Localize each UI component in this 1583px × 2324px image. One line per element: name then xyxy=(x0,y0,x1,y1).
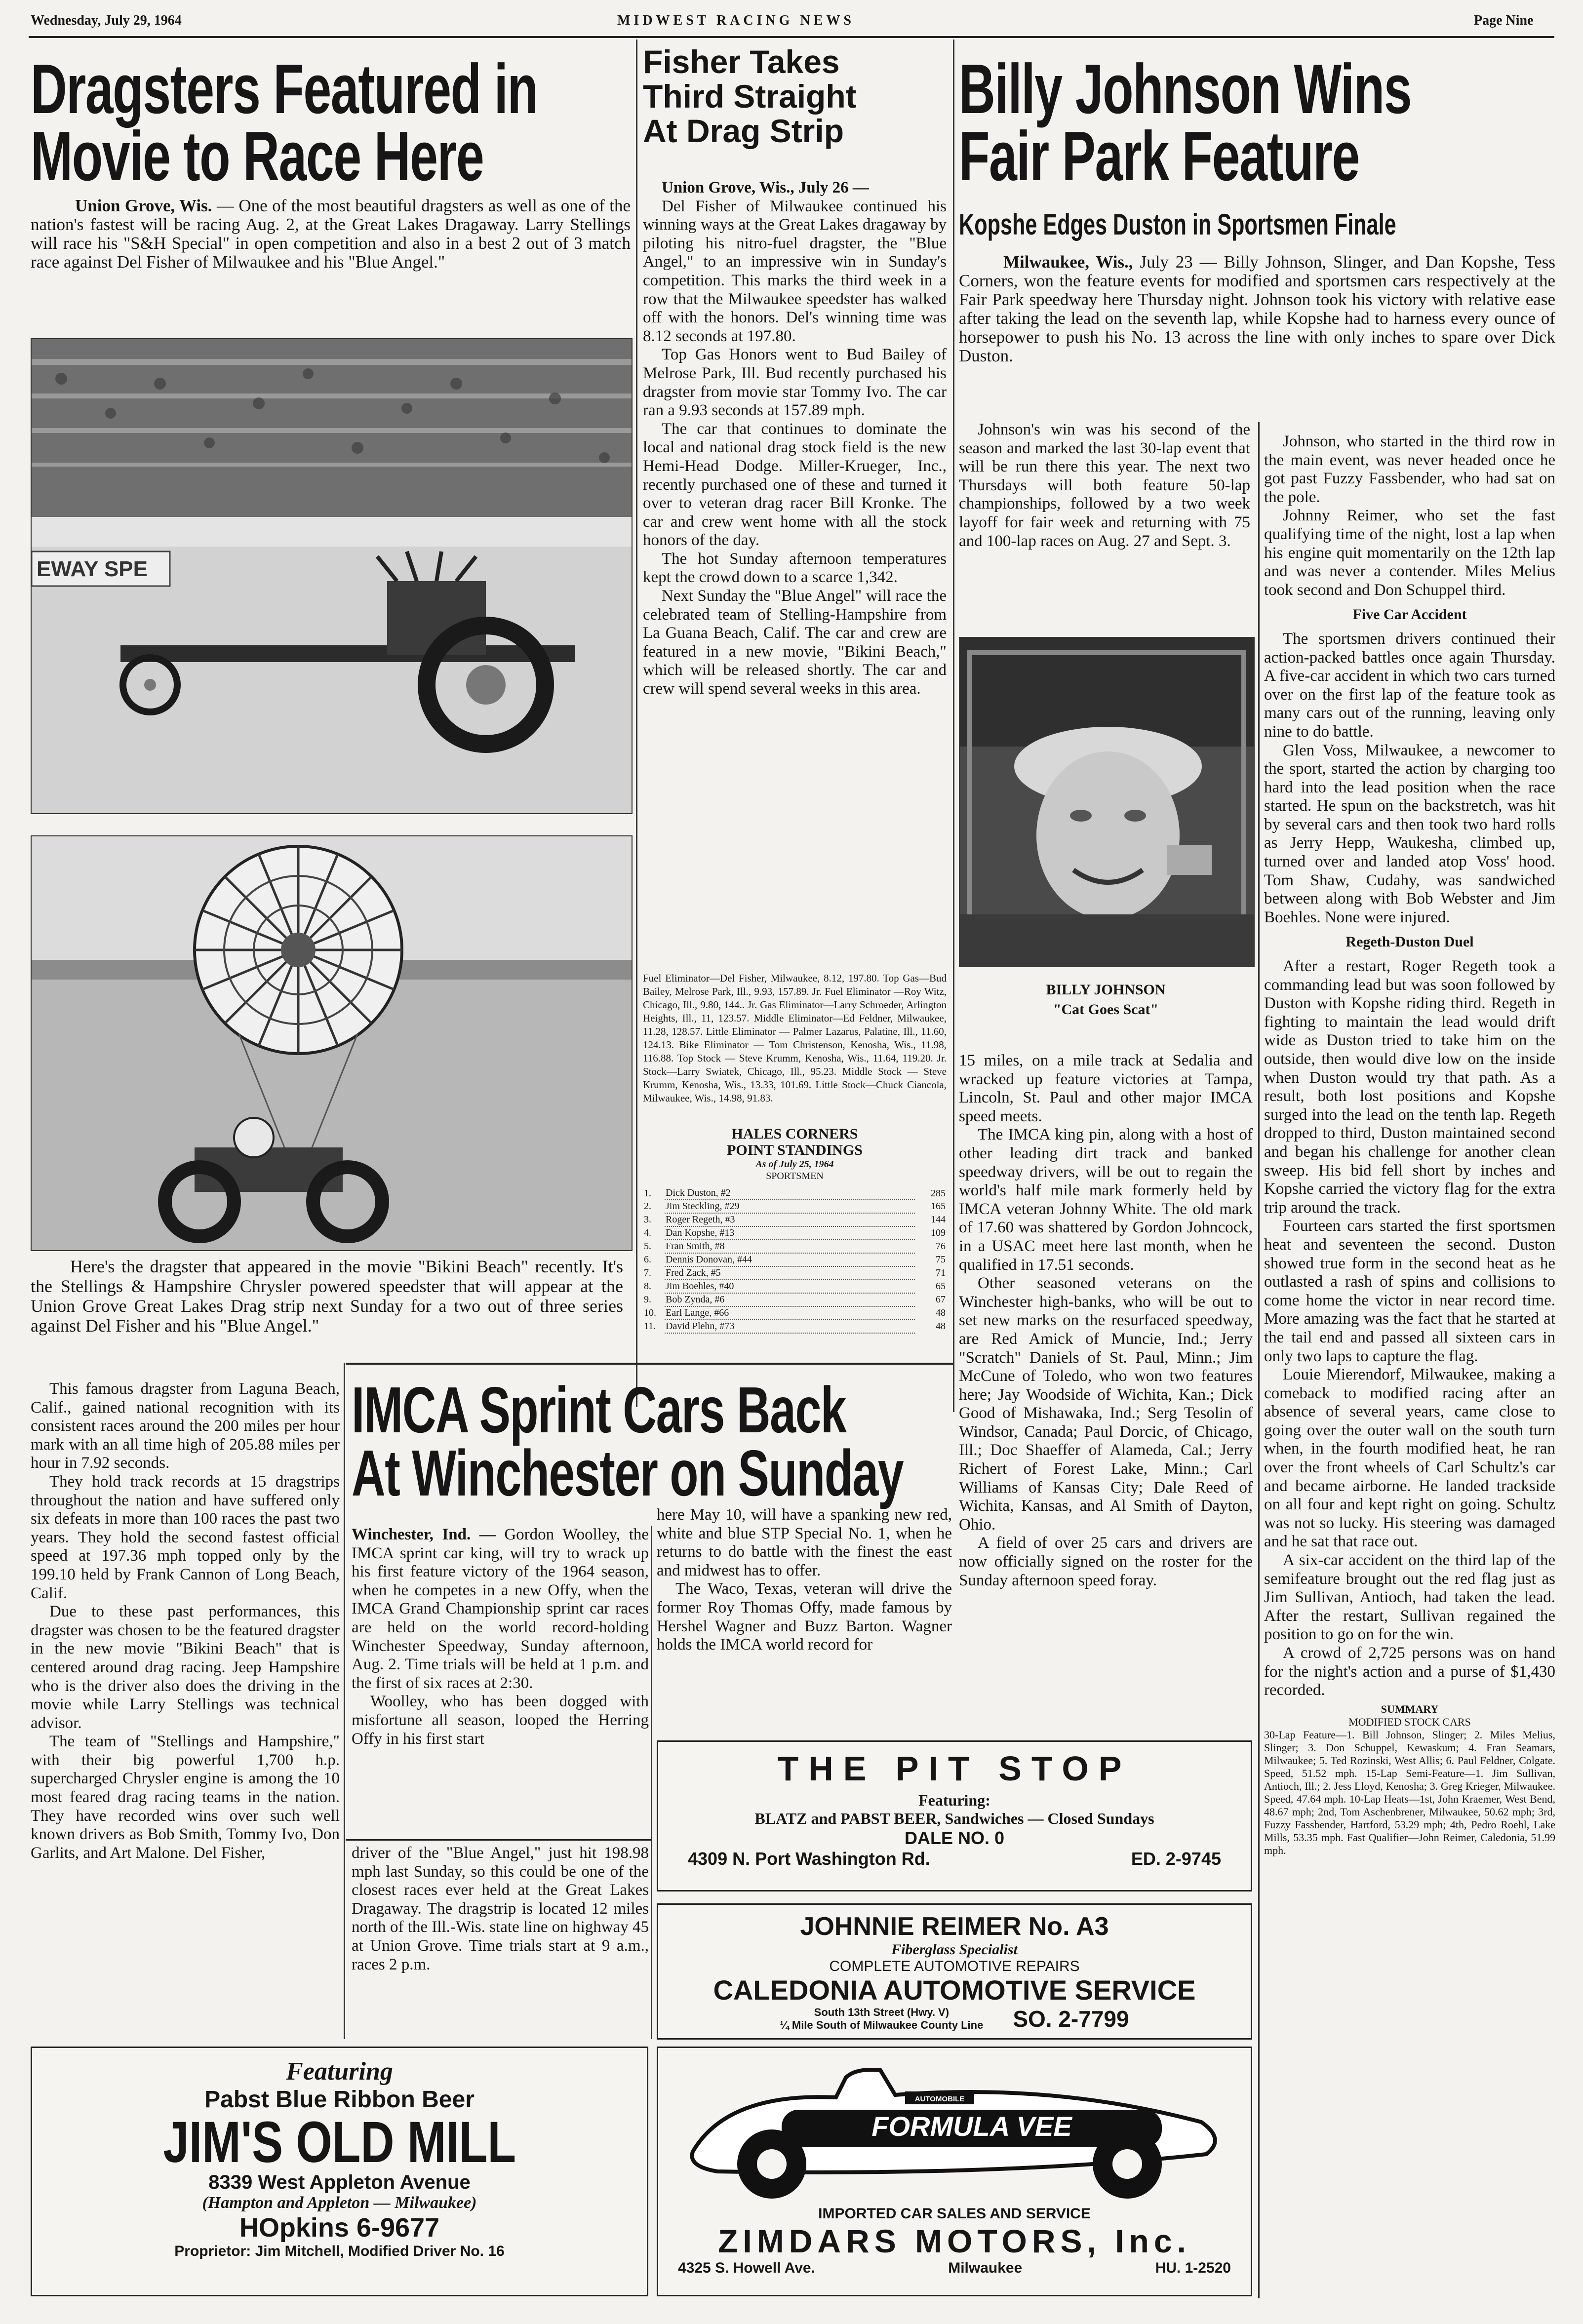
standings-class: SPORTSMEN xyxy=(766,1171,824,1182)
standings-pos: 1. xyxy=(644,1187,651,1199)
standings-pos: 8. xyxy=(644,1281,651,1292)
formula-vee-car-illustration xyxy=(658,2048,1251,2206)
standings-name: Fran Smith, #8 xyxy=(665,1240,915,1253)
paper-title: MIDWEST RACING NEWS xyxy=(617,13,855,28)
imca-body-col1: Winchester, Ind. — Gordon Woolley, the IMCA sprint car king, will try to wrack up his first feature victory of the 1964 season, when he competes in a new Offy, when the IMCA Grand Championship sprint car races are held on the world record-holding Winchester Speedway, Sunday afternoon, Aug. 2. Time trials will be held at 1 p.m. and the first of six races at 2:30. Woolley, who has been dogged with misfortune all season, looped the Herring Offy in his first start xyxy=(352,1526,649,1748)
mill-name: JIM'S OLD MILL xyxy=(163,2110,516,2175)
summary-title: SUMMARY xyxy=(1381,1702,1439,1715)
standings-name: Earl Lange, #66 xyxy=(665,1306,915,1320)
zimdars-phone: HU. 1-2520 xyxy=(1155,2260,1231,2276)
column-rule-2 xyxy=(953,39,954,1412)
column-rule-1 xyxy=(636,39,637,1407)
standings-row xyxy=(643,1253,947,1266)
imca-body-col2: here May 10, will have a spanking new red, white and blue STP Special No. 1, when he returns to do battle with the finest the east and midwest has to offer. The Waco, Texas, veteran will drive the former Roy Thomas Offy, made famous by Hershel Wagner and Buzz Barton. Wagner holds the IMCA world record for xyxy=(657,1506,952,1654)
standings-name: Dick Duston, #2 xyxy=(665,1187,915,1200)
standings-row xyxy=(643,1293,947,1306)
formula-vee-text: FORMULA VEE xyxy=(871,2111,1072,2142)
zimdars-tagline: IMPORTED CAR SALES AND SERVICE xyxy=(818,2206,1091,2222)
cont-rule xyxy=(346,1839,652,1841)
billy-johnson-photo xyxy=(959,637,1255,967)
pit-stop-phone: ED. 2-9745 xyxy=(1131,1849,1221,1869)
standings-asof: As of July 25, 1964 xyxy=(755,1159,834,1170)
imca-headline: IMCA Sprint Cars Back At Winchester on Sunday xyxy=(352,1374,904,1509)
standings-row xyxy=(643,1226,947,1240)
point-standings xyxy=(643,1126,947,1334)
pit-stop-address: 4309 N. Port Washington Rd. xyxy=(688,1849,930,1869)
dragsters-dateline: Union Grove, Wis. xyxy=(75,196,212,215)
mill-beer: Pabst Blue Ribbon Beer xyxy=(204,2087,475,2113)
dragsters-lead: Union Grove, Wis. — One of the most beautiful dragsters as well as one of the nation's fastest will be racing Aug. 2, at the Great Lakes Dragaway. Larry Stellings will race his "S&H Special" in open competition and also in a best 2 out of 3 match race against Del Fisher of Milwaukee and his "Blue Angel." xyxy=(31,196,631,272)
track-sign-text: EWAY SPE xyxy=(37,557,148,581)
standings-row xyxy=(643,1266,947,1280)
dragster-crowd-illustration xyxy=(32,339,632,813)
standings-pos: 2. xyxy=(644,1201,651,1212)
pit-stop-title: THE PIT STOP xyxy=(777,1749,1132,1788)
automobile-brand-text: AUTOMOBILE xyxy=(914,2095,965,2103)
fisher-results: Fuel Eliminator—Del Fisher, Milwaukee, 8.12, 197.80. Top Gas—Bud Bailey, Melrose Park, Ill., 9.93, 157.89. Jr. Fuel Eliminator —Roy Witz, Chicago, Ill., 9.80, 144.. Jr. Gas Eliminator—Larry Schroeder, Arlington Heights, Ill., 11, 123.57. Middle Eliminator—Ed Feldner, Milwaukee, 11.28, 128.57. Little Eliminator — Palmer Lazarus, Palatine, Ill., 11.60, 124.13. Bike Eliminator — Tom Christenson, Kenosha, Wis., 11.98, 116.88. Top Stock — Steve Krumm, Kenosha, Wis., 11.64, 119.20. Jr. Stock—Larry Swiatek, Chicago, Ill., 95.23. Middle Stock — Steve Krumm, Kenosha, Wis., 13.33, 101.69. Little Stock—Chuck Ciancola, Milwaukee, Wis., 14.98, 91.83. xyxy=(643,972,947,1104)
fisher-body: Union Grove, Wis., July 26 — Del Fisher of Milwaukee continued his winning ways at the Great Lakes dragaway by piloting his nitro-fuel dragster, the "Blue Angel," to an impressive win in Sunday's competition. This marks the third week in a row that the Milwaukee speedster has walked off with the honors. Del's winning time was 8.12 seconds at 197.80. Top Gas Honors went to Bud Bailey of Melrose Park, Ill. Bud recently purchased his dragster from movie star Tommy Ivo. The car ran a 9.93 seconds at 157.89 mph. The car that continues to dominate the local and national drag stock field is the new Hemi-Head Dodge. Miller-Krueger, Inc., recently purchased one of these and turned it over to veteran drag racer Bill Kronke. The car and crew went home with all the stock honors of the day. The hot Sunday afternoon temperatures kept the crowd down to a scarce 1,342. Next Sunday the "Blue Angel" will race the celebrated team of Stelling-Hampshire from La Guana Beach, Calif. The car and crew are featured in a new movie, "Bikini Beach," which will be released shortly. The car and crew will spend several weeks in this area. xyxy=(643,179,947,698)
reimer-phone: SO. 2-7799 xyxy=(1013,2006,1129,2032)
standings-name: Roger Regeth, #3 xyxy=(665,1213,915,1226)
ad-zimdars-motors xyxy=(657,2047,1252,2296)
standings-row xyxy=(643,1320,947,1333)
imca-dateline: Winchester, Ind. — xyxy=(352,1526,496,1543)
standings-pos: 7. xyxy=(644,1267,651,1278)
ad-pit-stop xyxy=(657,1740,1252,1891)
reimer-repairs: COMPLETE AUTOMOTIVE REPAIRS xyxy=(829,1958,1080,1974)
summary-subtitle: MODIFIED STOCK CARS xyxy=(1348,1715,1471,1728)
dragsters-headline: Dragsters Featured in Movie to Race Here xyxy=(31,50,538,196)
imca-continued-body: 15 miles, on a mile track at Sedalia and wracked up feature victories at Tampa, Lincoln, St. Paul and other major IMCA speed meets. The IMCA king pin, along with a host of other leading dirt track and banked speedway drivers, will be out to regain the world's half mile mark formerly held by IMCA veteran Johnny White. The old mark of 17.60 was shattered by Gordon Johncock, in a USAC meet here last month, when he qualified in 17.51 seconds. Other seasoned veterans on the Winchester high-banks, who will be out to set new marks on the resurfaced speedway, are Red Amick of Muncie, Ind.; Jerry "Scratch" Daniels of St. Paul, Minn.; Jim McCune of Toledo, who won two features here; Jay Woodside of Wichita, Kan.; Dick Good of Mishawaka, Ind.; Serg Tesolin of Windsor, Canada; Paul Dorcic, of Chicago, Ill.; Doc Shaeffer of Alameda, Cal.; Jerry Richert of Forest Lake, Minn.; Carl Williams of Kansas City; Dale Reed of Wichita, Kansas, and Al Smith of Dayton, Ohio. A field of over 25 cars and drivers are now officially signed on the roster for the Sunday afternoon speed foray. xyxy=(959,1052,1253,1589)
johnson-headline: Billy Johnson Wins Fair Park Feature xyxy=(959,50,1412,196)
standings-pts: 48 xyxy=(936,1307,946,1318)
standings-row xyxy=(643,1200,947,1213)
johnson-subhead: Kopshe Edges Duston in Sportsmen Finale xyxy=(959,208,1396,241)
standings-pos: 10. xyxy=(644,1307,656,1318)
standings-name: Dan Kopshe, #13 xyxy=(665,1226,915,1240)
standings-pts: 71 xyxy=(936,1267,946,1278)
reimer-title: JOHNNIE REIMER No. A3 xyxy=(800,1912,1109,1941)
standings-pos: 5. xyxy=(644,1241,651,1252)
standings-row xyxy=(643,1213,947,1226)
zimdars-address: 4325 S. Howell Ave. xyxy=(678,2260,815,2276)
standings-pts: 144 xyxy=(931,1214,946,1225)
reimer-addr1: South 13th Street (Hwy. V) xyxy=(814,2006,950,2018)
reimer-spec: Fiberglass Specialist xyxy=(891,1941,1018,1958)
mill-featuring: Featuring xyxy=(286,2057,393,2086)
johnson-dateline: Milwaukee, Wis., xyxy=(1003,252,1133,272)
pit-stop-owner: DALE NO. 0 xyxy=(904,1828,1005,1848)
pit-stop-line: BLATZ and PABST BEER, Sandwiches — Closed Sundays xyxy=(754,1810,1154,1827)
reimer-name: CALEDONIA AUTOMOTIVE SERVICE xyxy=(713,1974,1196,2006)
subhead-five-car: Five Car Accident xyxy=(1352,606,1467,623)
standings-pts: 67 xyxy=(936,1294,946,1305)
billy-johnson-caption xyxy=(959,980,1253,1020)
driver-portrait-illustration xyxy=(960,638,1254,966)
fisher-headline: Fisher Takes Third Straight At Drag Strip xyxy=(643,43,857,149)
dragster-photo-parachute xyxy=(31,835,633,1251)
standings-pos: 9. xyxy=(644,1294,651,1305)
standings-pts: 285 xyxy=(931,1187,946,1199)
standings-name: Jim Steckling, #29 xyxy=(665,1200,915,1213)
dragster-continued-body: driver of the "Blue Angel," just hit 198.98 mph last Sunday, so this could be one of the closest races ever held at the Great Lakes Dragaway. The dragstrip is located 12 miles north of the Ill.-Wis. state line on highway 45 at Union Grove. Time trials start at 9 a.m., races 2 p.m. xyxy=(352,1844,649,1973)
standings-pos: 11. xyxy=(644,1321,656,1332)
mill-proprietor: Proprietor: Jim Mitchell, Modified Driver No. 16 xyxy=(174,2243,505,2259)
mill-address: 8339 West Appleton Avenue xyxy=(208,2171,471,2193)
dragster-photo-crowd xyxy=(31,338,633,814)
standings-row xyxy=(643,1280,947,1293)
standings-pos: 3. xyxy=(644,1214,651,1225)
standings-title-2: POINT STANDINGS xyxy=(727,1142,863,1158)
standings-title-1: HALES CORNERS xyxy=(731,1126,858,1142)
column-rule-imca-mid xyxy=(651,1526,652,2039)
mill-phone: HOpkins 6-9677 xyxy=(239,2213,440,2243)
reimer-addr2: ¼ Mile South of Milwaukee County Line xyxy=(780,2019,984,2031)
issue-date: Wednesday, July 29, 1964 xyxy=(31,13,182,28)
photo-caption: "Cat Goes Scat" xyxy=(1053,1001,1159,1018)
standings-name: Fred Zack, #5 xyxy=(665,1266,915,1280)
standings-pos: 4. xyxy=(644,1227,651,1238)
header-rule xyxy=(29,36,1554,38)
standings-row xyxy=(643,1306,947,1320)
zimdars-city: Milwaukee xyxy=(948,2260,1023,2276)
johnson-lead: Milwaukee, Wis., July 23 — Billy Johnson, Slinger, and Dan Kopshe, Tess Corners, won the feature events for modified and sportsmen cars respectively at the Fair Park speedway here Thursday night. Johnson took his victory with relative ease after taking the lead on the seventh lap, while Kopshe had to harness every ounce of horsepower to push his No. 13 across the line with only inches to spare over Dick Duston. xyxy=(959,252,1555,365)
dragsters-photo-caption: Here's the dragster that appeared in the movie "Bikini Beach" recently. It's the Stellings & Hampshire Chrysler powered speedster that will appear at the Union Grove Great Lakes Drag strip next Sunday for a two out of three series against Del Fisher and his "Blue Angel." xyxy=(31,1257,623,1336)
column-rule-3 xyxy=(1258,422,1260,2298)
imca-top-rule xyxy=(346,1363,953,1365)
subhead-regeth-duston: Regeth-Duston Duel xyxy=(1346,934,1474,950)
dragsters-body: This famous dragster from Laguna Beach, Calif., gained national recognition with its consistent races around the 200 miles per hour mark with an all time high of 205.88 miles per hour in 7.92 seconds. They hold track records at 15 dragstrips throughout the nation and have suffered only six defeats in more than 100 races the past two years. They hold the second fastest official speed at 197.36 mph topped only by the 199.10 held by Frank Cannon of Long Beach, Calif. Due to these past performances, this dragster was chosen to be the featured dragster in the new movie "Bikini Beach" that is centered around drag racing. Jeep Hampshire who is the driver also does the driving in the movie while Larry Stellings was technical advisor. The team of "Stellings and Hampshire," with their big powerful 1,700 h.p. supercharged Chrysler engine is among the 10 most feared drag racing teams in the nation. They have recorded wins over such well known drivers as Bob Smith, Tommy Ivo, Don Garlits, and Art Malone. Del Fisher, xyxy=(31,1380,340,1862)
ad-jims-old-mill xyxy=(31,2047,648,2296)
johnson-body-2: Johnson's win was his second of the season and marked the last 30-lap event that will be run there this year. The next two Thursdays will both feature 50-lap championships, followed by a two week layoff for fair week and returning with 75 and 100-lap races on Aug. 27 and Sept. 3. xyxy=(959,421,1250,550)
standings-table xyxy=(643,1187,947,1334)
standings-pos: 6. xyxy=(644,1254,651,1265)
standings-pts: 65 xyxy=(936,1281,946,1292)
parachute-illustration xyxy=(32,836,632,1250)
standings-pts: 76 xyxy=(936,1241,946,1252)
page-number: Page Nine xyxy=(1474,13,1534,28)
photo-name: BILLY JOHNSON xyxy=(1046,982,1166,998)
mill-cross-streets: (Hampton and Appleton — Milwaukee) xyxy=(202,2194,477,2212)
zimdars-name: ZIMDARS MOTORS, Inc. xyxy=(718,2223,1191,2259)
standings-name: Jim Boehles, #40 xyxy=(665,1280,915,1293)
standings-pts: 109 xyxy=(931,1227,946,1238)
standings-name: Bob Zynda, #6 xyxy=(665,1293,915,1306)
fisher-dateline: Union Grove, Wis., July 26 — xyxy=(662,179,869,197)
standings-name: Dennis Donovan, #44 xyxy=(665,1253,915,1266)
column-rule-imca-left xyxy=(344,1363,345,2039)
standings-pts: 48 xyxy=(936,1321,946,1332)
summary-results: 30-Lap Feature—1. Bill Johnson, Slinger; 2. Miles Melius, Slinger; 3. Don Schuppel, Kewaskum; 4. Fran Seamars, Milwaukee; 5. Ted Rozinski, West Allis; 6. Paul Feldner, Colgate. Speed, 51.52 mph. 15-Lap Semi-Feature—1. Jim Sullivan, Antioch, Ill.; 2. Jess Lloyd, Kenosha; 3. Greg Krieger, Milwaukee. Speed, 47.64 mph. 10-Lap Heats—1st, John Kraemer, West Bend, 48.67 mph; 2nd, Tom Aschenbrener, Milwaukee, 50.62 mph; 3rd, Fuzzy Fassbender, Hartford, 53.29 mph; 4th, Pedro Roehl, Lake Mills, 53.35 mph. Fast Qualifier—John Reimer, Caledonia, 51.99 mph. xyxy=(1264,1728,1555,1856)
standings-row xyxy=(643,1187,947,1200)
standings-name: David Plehn, #73 xyxy=(665,1320,915,1333)
standings-row xyxy=(643,1240,947,1253)
standings-pts: 75 xyxy=(936,1254,946,1265)
johnson-body-right: Johnson, who started in the third row in the main event, was never headed once he got past Fuzzy Fassbender, who had sat on the pole. Johnny Reimer, who set the fast qualifying time of the night, lost a lap when his engine quit momentarily on the 12th lap and was never a contender. Miles Melius took second and Don Schuppel third. Five Car Accident The sportsmen drivers continued their action-packed battles once again Thursday. A five-car accident in which two cars turned over on the first lap of the feature took as many cars out of the running, leaving only nine to do battle. Glen Voss, Milwaukee, a newcomer to the sport, started the action by charging too hard into the lead position when the race started. He spun on the backstretch, was hit by several cars and then took two hard rolls as Jerry Hepp, Waukesha, climbed up, turned over and landed atop Voss' hood. Tom Shaw, Cudahy, was sandwiched between along with Bob Webster and Jim Boehles. None were injured. Regeth-Duston Duel After a restart, Roger Regeth took a commanding lead but was soon followed by Duston with Kopshe riding third. Regeth in fighting to maintain the lead would drift wide as Duston tried to take him on the outside, then would dive low on the inside when Duston would try that path. As a result, both lost positions and Kopshe surged into the lead on the tenth lap. Regeth dropped to third, Duston maintained second and began his challenge for another clean sweep. His bid fell short by inches and Kopshe carried the victory flag for the extra trip around the track. Fourteen cars started the first sportsmen heat and seventeen the second. Duston showed true form in the second heat as he outlasted a rash of spins and collisions to come home the victor in near record time. More amazing was the fact that he started at the tail end and passed all sixteen cars in only two laps to capture the flag. Louie Mierendorf, Milwaukee, making a comeback to modified racing after an absence of several years, came close to going over the outer wall on the south turn when, in the fourth modified heat, he ran over the front wheels of Carl Schultz's car and became airborne. He landed trackside on all four and kept right on going. Schultz was not so lucky. His steering was damaged and he sat that race out. A six-car accident on the third lap of the semifeature brought out the red flag just as Jim Sullivan, Antioch, had taken the lead. After the restart, Sullivan regained the position to go on for the win. A crowd of 2,725 persons was on hand for the night's action and a purse of $1,430 recorded. SUMMARY MODIFIED STOCK CARS 30-Lap Feature—1. Bill Johnson, Slinger; 2. Miles Melius, Slinger; 3. Don Schuppel, Kewaskum; 4. Fran Seamars, Milwaukee; 5. Ted Rozinski, West Allis; 6. Paul Feldner, Colgate. Speed, 51.52 mph. 15-Lap Semi-Feature—1. Jim Sullivan, Antioch, Ill.; 2. Jess Lloyd, Kenosha; 3. Greg Krieger, Milwaukee. Speed, 47.64 mph. 10-Lap Heats—1st, John Kraemer, West Bend, 48.67 mph; 2nd, Tom Aschenbrener, Milwaukee, 50.62 mph; 3rd, Fuzzy Fassbender, Hartford, 53.29 mph; 4th, Pedro Roehl, Lake Mills, 53.35 mph. Fast Qualifier—John Reimer, Caledonia, 51.99 mph. xyxy=(1264,433,1555,1856)
ad-caledonia xyxy=(657,1903,1252,2040)
standings-pts: 165 xyxy=(931,1201,946,1212)
pit-stop-featuring: Featuring: xyxy=(918,1791,990,1809)
